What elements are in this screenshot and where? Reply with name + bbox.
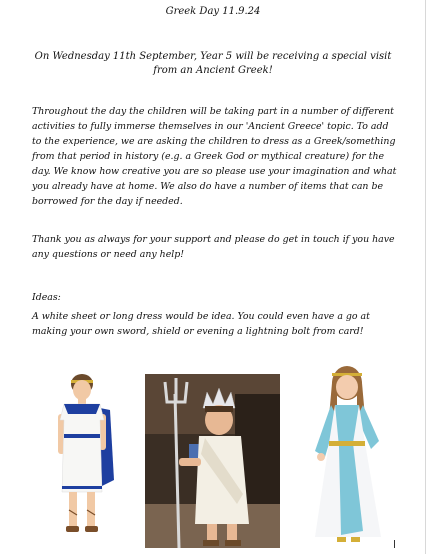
details-paragraph: Throughout the day the children will be taking part in a number of different activities to fully immerse themselves in our 'Ancient Greece' topic. To add to the experience, we are asking the children to dress as a Greek/something from that period in history (e.g. a Greek God or mythical creature) for the day. We know how creative you are so please use your imagination and what you already have at home. We also do have a number of items that can be borrowed for the day if needed.: [32, 106, 397, 207]
ideas-paragraph: A white sheet or long dress would be idea. You could even have a go at making your own sword, shield or evening a lightning bolt from card!: [32, 311, 370, 337]
ideas-heading: Ideas:: [32, 292, 61, 303]
page-edge-mark: [394, 540, 395, 548]
intro-paragraph: On Wednesday 11th September, Year 5 will be receiving a special visit from an Ancient Greek!: [34, 51, 392, 76]
costume-photo-boy-toga: [145, 374, 280, 548]
thanks-paragraph: Thank you as always for your support and please do get in touch if you have any questions or need any help!: [32, 234, 395, 260]
costume-photo-boy-tunic: [44, 370, 120, 544]
document-title: Greek Day 11.9.24: [165, 6, 261, 17]
costume-photo-girl-goddess: [301, 361, 396, 547]
